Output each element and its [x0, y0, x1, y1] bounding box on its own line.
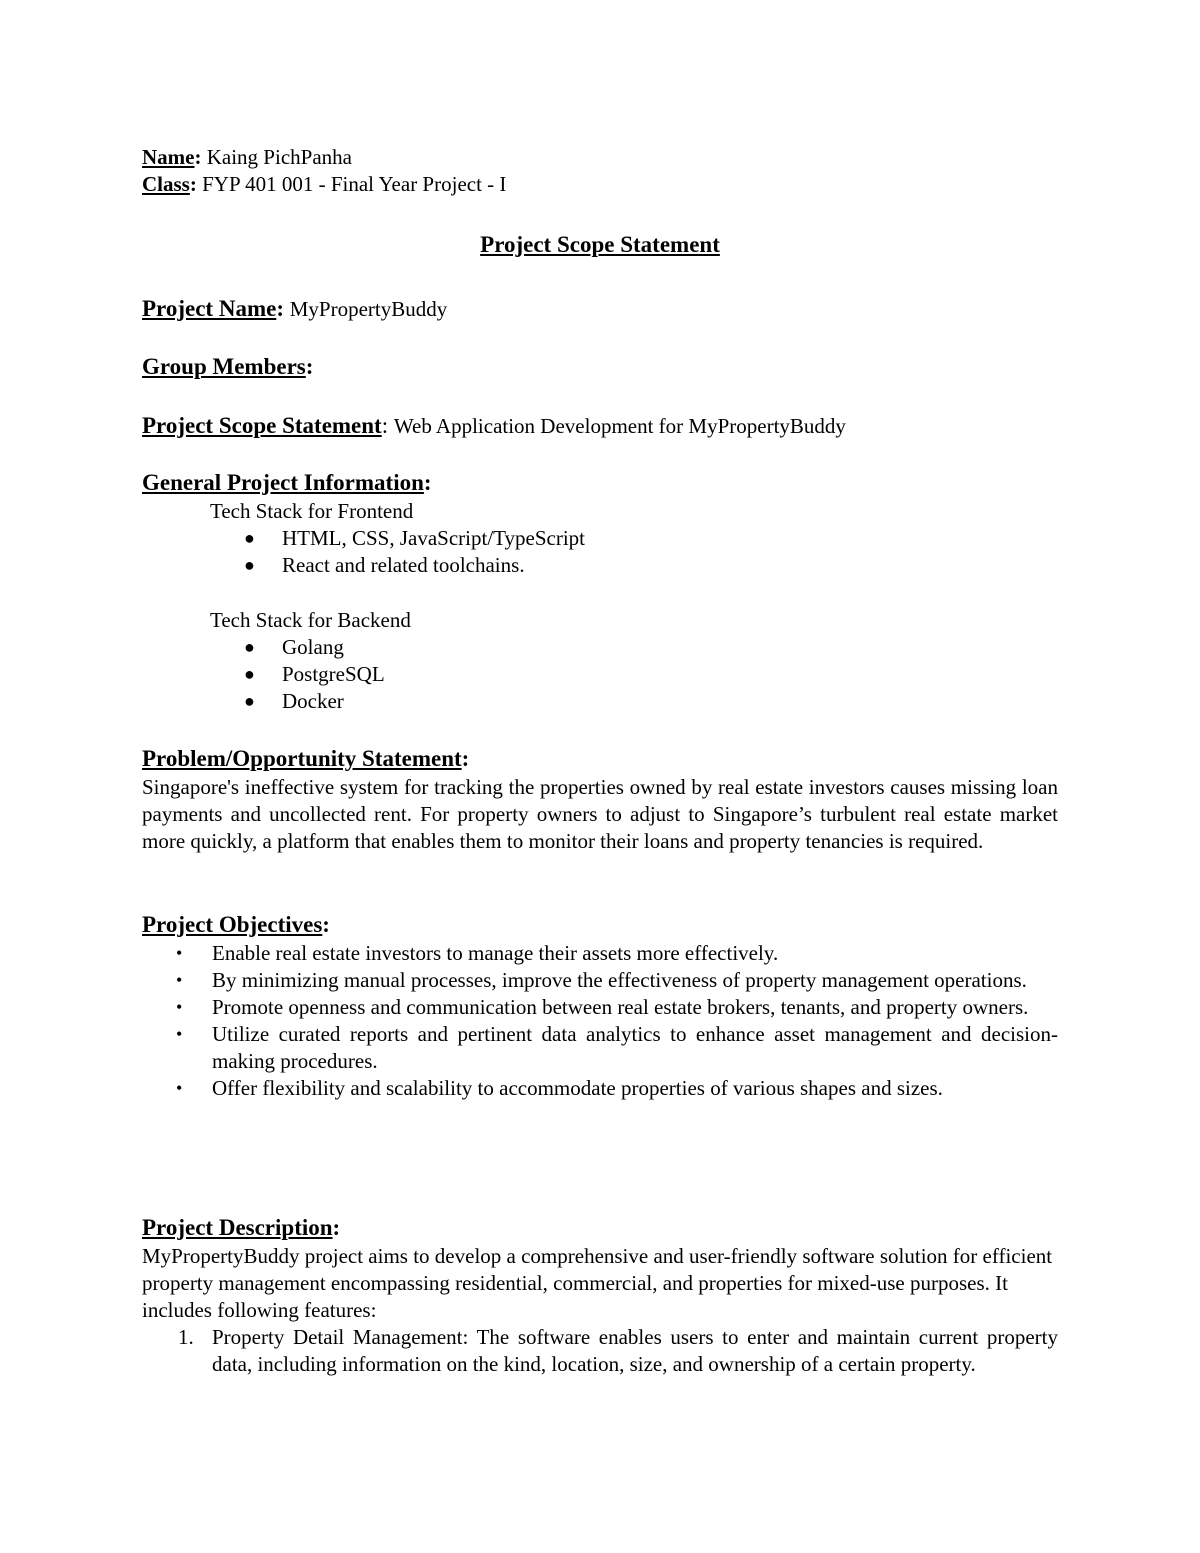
name-value: Kaing PichPanha — [206, 145, 352, 169]
bullet-icon: • — [176, 970, 183, 990]
list-item — [142, 994, 1058, 1021]
objectives-heading: Project Objectives: — [142, 912, 330, 937]
bullet-icon: ● — [244, 555, 255, 575]
problem-heading: Problem/Opportunity Statement: — [142, 746, 470, 771]
list-item-text: Promote openness and communication between real estate brokers, tenants, and property owners. — [212, 995, 1029, 1019]
frontend-title: Tech Stack for Frontend — [210, 499, 414, 523]
list-item — [142, 1021, 1058, 1075]
group-members-label: Group Members — [142, 354, 306, 379]
class-label: Class — [142, 172, 190, 196]
objectives-heading-text: Project Objectives — [142, 912, 323, 937]
bullet-icon: • — [176, 1078, 183, 1098]
general-info-heading: General Project Information: — [142, 470, 432, 495]
class-value: FYP 401 001 - Final Year Project - I — [202, 172, 507, 196]
scope-statement-label: Project Scope Statement — [142, 413, 382, 438]
problem-text: Singapore's ineffective system for tracking the properties owned by real estate investors causes missing loan payments and uncollected rent. For property owners to adjust to Singapore’s turbulent real estate market more quickly, a platform that enables them to monitor their loans and property tenancies is required. — [142, 775, 1058, 853]
list-item-text: Docker — [282, 689, 344, 713]
list-item-text: React and related toolchains. — [282, 553, 525, 577]
list-item — [142, 940, 1058, 967]
list-item-text: Golang — [282, 635, 344, 659]
bullet-icon: ● — [244, 664, 255, 684]
project-name-value: MyPropertyBuddy — [289, 297, 448, 321]
description-heading: Project Description: — [142, 1215, 341, 1240]
list-item-text: PostgreSQL — [282, 662, 385, 686]
bullet-icon: ● — [244, 528, 255, 548]
list-item — [210, 525, 585, 552]
project-name-label: Project Name — [142, 296, 277, 321]
bullet-icon: ● — [244, 637, 255, 657]
list-item — [210, 634, 385, 661]
bullet-icon: • — [176, 1024, 183, 1044]
general-info-heading-text: General Project Information — [142, 470, 424, 495]
list-item-text: Property Detail Management: The software enables users to enter and maintain current property data, including information on the kind, location, size, and ownership of a certain property. — [212, 1325, 1058, 1376]
group-members-line: Group Members: — [142, 354, 314, 379]
list-item-text: By minimizing manual processes, improve the effectiveness of property management operations. — [212, 968, 1027, 992]
project-name-line: Project Name: MyPropertyBuddy — [142, 296, 448, 321]
list-item-text: HTML, CSS, JavaScript/TypeScript — [282, 526, 586, 550]
list-item — [210, 552, 585, 579]
document-title: Project Scope Statement — [480, 232, 720, 257]
bullet-icon: • — [176, 997, 183, 1017]
list-item — [142, 1324, 1058, 1378]
problem-heading-text: Problem/Opportunity Statement — [142, 746, 462, 771]
frontend-list — [210, 525, 585, 579]
list-number: 1. — [178, 1325, 194, 1349]
list-item — [210, 661, 385, 688]
list-item — [210, 688, 385, 715]
list-item-text: Enable real estate investors to manage their assets more effectively. — [212, 941, 779, 965]
bullet-icon: • — [176, 943, 183, 963]
description-heading-text: Project Description — [142, 1215, 333, 1240]
list-item-text: Utilize curated reports and pertinent data analytics to enhance asset management and decision-making procedures. — [212, 1022, 1058, 1073]
scope-statement-line: Project Scope Statement: Web Application Development for MyPropertyBuddy — [142, 413, 846, 438]
class-line: Class: FYP 401 001 - Final Year Project - I — [142, 172, 507, 196]
list-item — [142, 1075, 1058, 1102]
list-item — [142, 967, 1058, 994]
scope-statement-value: Web Application Development for MyPropertyBuddy — [393, 414, 846, 438]
backend-title: Tech Stack for Backend — [210, 608, 411, 632]
name-label: Name — [142, 145, 195, 169]
description-text: MyPropertyBuddy project aims to develop a comprehensive and user-friendly software solution for efficient property management encompassing residential, commercial, and properties for mixed-use purposes. It includes following features: — [142, 1244, 1053, 1322]
bullet-icon: ● — [244, 691, 255, 711]
name-line: Name: Kaing PichPanha — [142, 145, 352, 169]
backend-list — [210, 634, 385, 715]
list-item-text: Offer flexibility and scalability to accommodate properties of various shapes and sizes. — [212, 1076, 943, 1100]
features-list — [142, 1324, 1058, 1378]
objectives-list — [142, 940, 1058, 1102]
